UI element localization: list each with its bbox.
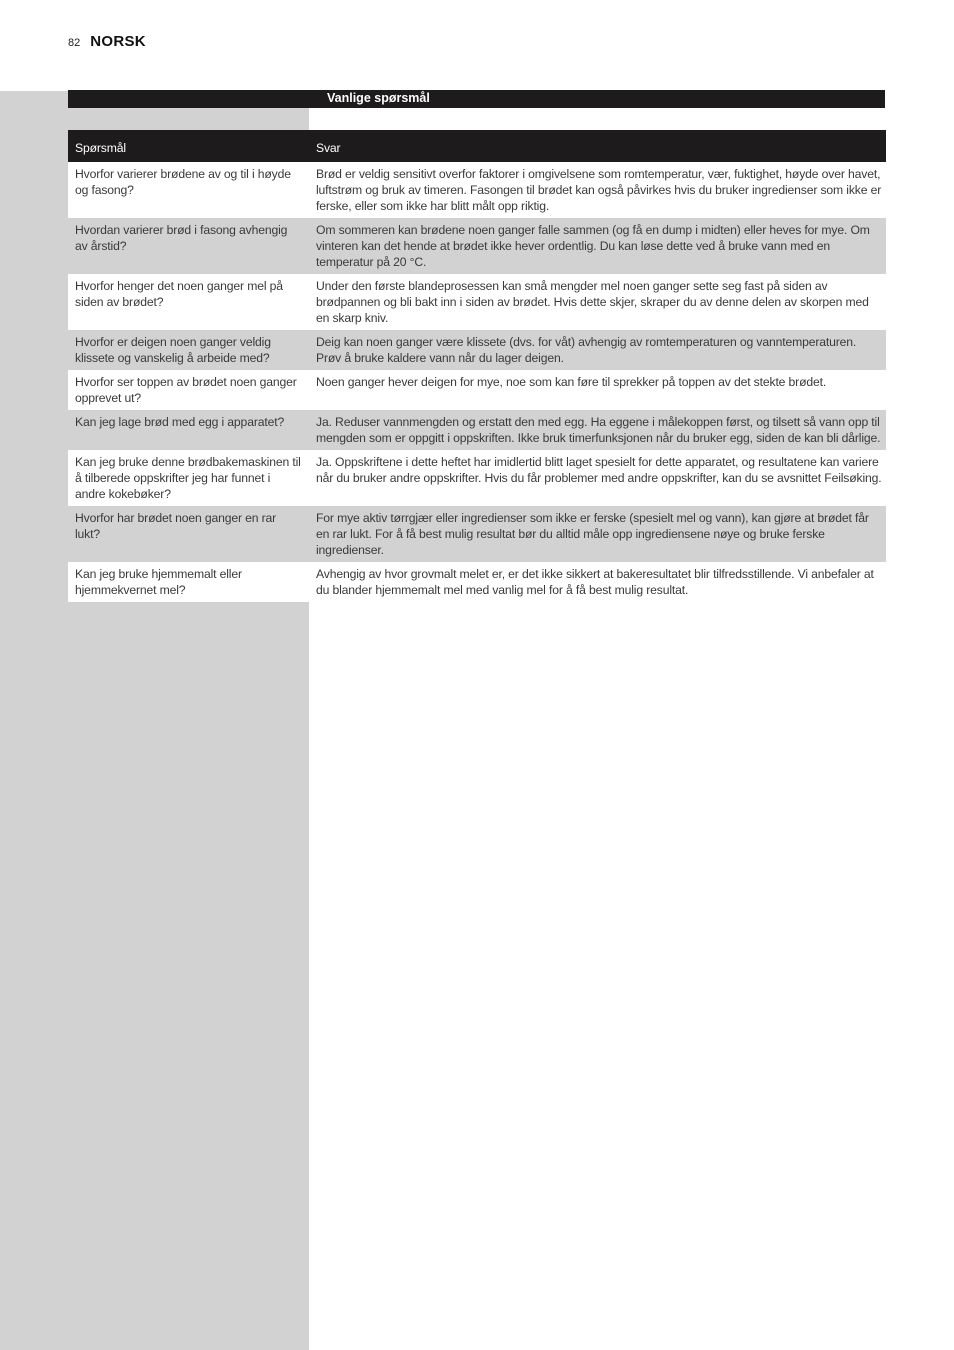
question-cell: Kan jeg bruke hjemmemalt eller hjemmekvernet mel?: [68, 562, 309, 602]
table-row: [68, 506, 886, 562]
question-cell: Hvorfor er deigen noen ganger veldig klissete og vanskelig å arbeide med?: [68, 330, 309, 370]
section-title: Vanlige spørsmål: [327, 91, 430, 105]
answer-cell: Om sommeren kan brødene noen ganger falle sammen (og få en dump i midten) eller heves for mye. Om vinteren kan det hende at brødet ikke hever ordentlig. Du kan løse dette ved å bruke vann med en temperatur på 20 °C.: [309, 218, 886, 274]
answer-cell: Avhengig av hvor grovmalt melet er, er det ikke sikkert at bakeresultatet blir tilfredsstillende. Vi anbefaler at du blander hjemmemalt mel med vanlig mel for å få best mulig resultat.: [309, 562, 886, 602]
question-cell: Kan jeg bruke denne brødbakemaskinen til å tilberede oppskrifter jeg har funnet i andre kokebøker?: [68, 450, 309, 506]
language-heading: NORSK: [90, 33, 146, 50]
answer-cell: For mye aktiv tørrgjær eller ingredienser som ikke er ferske (spesielt mel og vann), kan gjøre at brødet får en rar lukt. For å få best mulig resultat bør du alltid måle opp ingrediensene nøye og bruke ferske ingredienser.: [309, 506, 886, 562]
question-cell: Hvorfor har brødet noen ganger en rar lukt?: [68, 506, 309, 562]
answer-cell: Deig kan noen ganger være klissete (dvs. for våt) avhengig av romtemperaturen og vanntemperaturen. Prøv å bruke kaldere vann når du lager deigen.: [309, 330, 886, 370]
answer-cell: Under den første blandeprosessen kan små mengder mel noen ganger sette seg fast på siden av brødpannen og bli bakt inn i siden av brødet. Hvis dette skjer, skraper du av denne delen av skorpen med en skarp kniv.: [309, 274, 886, 330]
table-row: [68, 330, 886, 370]
question-cell: Hvorfor ser toppen av brødet noen ganger opprevet ut?: [68, 370, 309, 410]
faq-header-row: [68, 130, 886, 162]
table-row: [68, 370, 886, 410]
table-row: [68, 562, 886, 602]
column-header-answer: Svar: [309, 130, 886, 162]
column-header-question: Spørsmål: [68, 130, 309, 162]
answer-cell: Noen ganger hever deigen for mye, noe som kan føre til sprekker på toppen av det stekte brødet.: [309, 370, 886, 410]
table-row: [68, 450, 886, 506]
table-row: [68, 162, 886, 218]
question-cell: Hvorfor henger det noen ganger mel på siden av brødet?: [68, 274, 309, 330]
question-cell: Hvorfor varierer brødene av og til i høyde og fasong?: [68, 162, 309, 218]
question-cell: Hvordan varierer brød i fasong avhengig av årstid?: [68, 218, 309, 274]
question-cell: Kan jeg lage brød med egg i apparatet?: [68, 410, 309, 450]
table-row: [68, 218, 886, 274]
faq-table: [68, 130, 886, 602]
page-header: [68, 33, 146, 53]
answer-cell: Brød er veldig sensitivt overfor faktorer i omgivelsene som romtemperatur, vær, fuktighet, høyde over havet, luftstrøm og bruk av timeren. Fasongen til brødet kan også påvirkes hvis du bruker ingredienser som ikke er ferske, eller som ikke har blitt målt opp riktig.: [309, 162, 886, 218]
answer-cell: Ja. Oppskriftene i dette heftet har imidlertid blitt laget spesielt for dette apparatet, og resultatene kan variere når du bruker andre oppskrifter. Hvis du får problemer med andre oppskrifter, kan du se avsnittet Feilsøking.: [309, 450, 886, 506]
answer-cell: Ja. Reduser vannmengden og erstatt den med egg. Ha eggene i målekoppen først, og tilsett så vann opp til mengden som er oppgitt i oppskriften. Ikke bruk timerfunksjonen når du bruker egg, siden de kan bli dårlige.: [309, 410, 886, 450]
page-number: 82: [68, 37, 81, 49]
section-title-bar: [68, 90, 885, 108]
table-row: [68, 410, 886, 450]
table-row: [68, 274, 886, 330]
